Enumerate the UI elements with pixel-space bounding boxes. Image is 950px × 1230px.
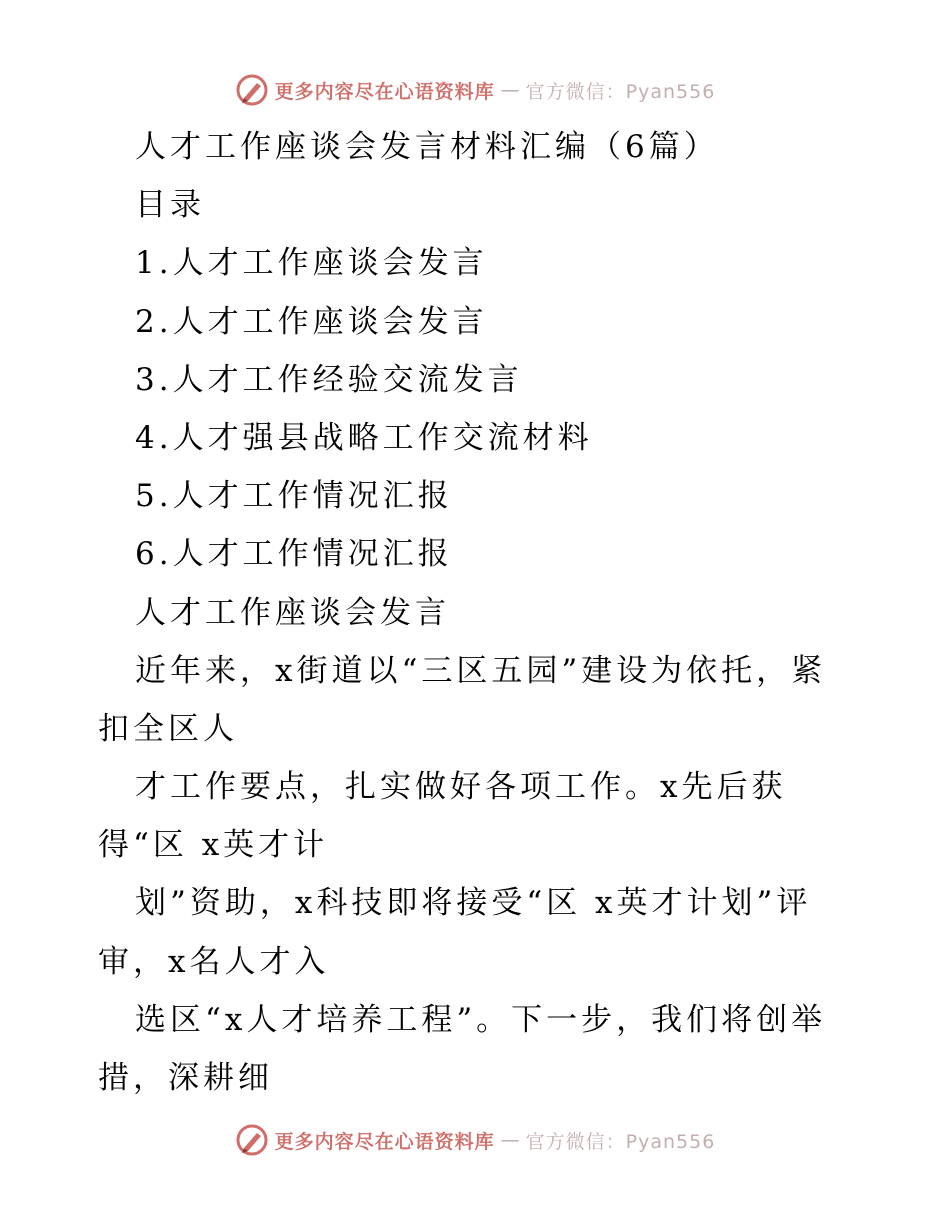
watermark-text: 更多内容尽在心语资料库 <box>274 1130 495 1153</box>
document-body <box>98 118 858 1107</box>
section-title: 人才工作座谈会发言 <box>135 594 450 631</box>
toc-item: 2.人才工作座谈会发言 <box>135 303 488 340</box>
footer-watermark <box>0 1120 950 1160</box>
watermark-separator: — <box>500 79 520 101</box>
body-line: 扣全区人 <box>98 710 238 747</box>
pen-logo-icon <box>235 73 269 107</box>
watermark-separator: — <box>500 1129 520 1151</box>
body-line: 审，x名人才入 <box>98 943 330 980</box>
toc-item: 4.人才强县战略工作交流材料 <box>135 419 593 456</box>
body-line: 近年来，x街道以“三区五园”建设为依托，紧 <box>135 652 827 689</box>
toc-heading: 目录 <box>135 187 205 224</box>
body-line: 划”资助，x科技即将接受“区 x英才计划”评 <box>135 885 812 922</box>
pen-logo-icon <box>235 1123 269 1157</box>
toc-item: 5.人才工作情况汇报 <box>135 478 453 515</box>
toc-item: 3.人才工作经验交流发言 <box>135 361 523 398</box>
watermark-text: 更多内容尽在心语资料库 <box>274 80 495 103</box>
body-line: 得“区 x英才计 <box>98 827 329 864</box>
body-line: 选区“x人才培养工程”。下一步，我们将创举 <box>135 1001 827 1038</box>
header-watermark <box>0 70 950 110</box>
toc-item: 6.人才工作情况汇报 <box>135 536 453 573</box>
body-line: 措，深耕细 <box>98 1060 273 1096</box>
document-title: 人才工作座谈会发言材料汇编（6篇） <box>135 129 719 165</box>
watermark-official: 官方微信：Pyan556 <box>525 80 716 103</box>
body-line: 才工作要点，扎实做好各项工作。x先后获 <box>135 769 787 806</box>
toc-item: 1.人才工作座谈会发言 <box>135 245 488 282</box>
watermark-official: 官方微信：Pyan556 <box>525 1130 716 1153</box>
